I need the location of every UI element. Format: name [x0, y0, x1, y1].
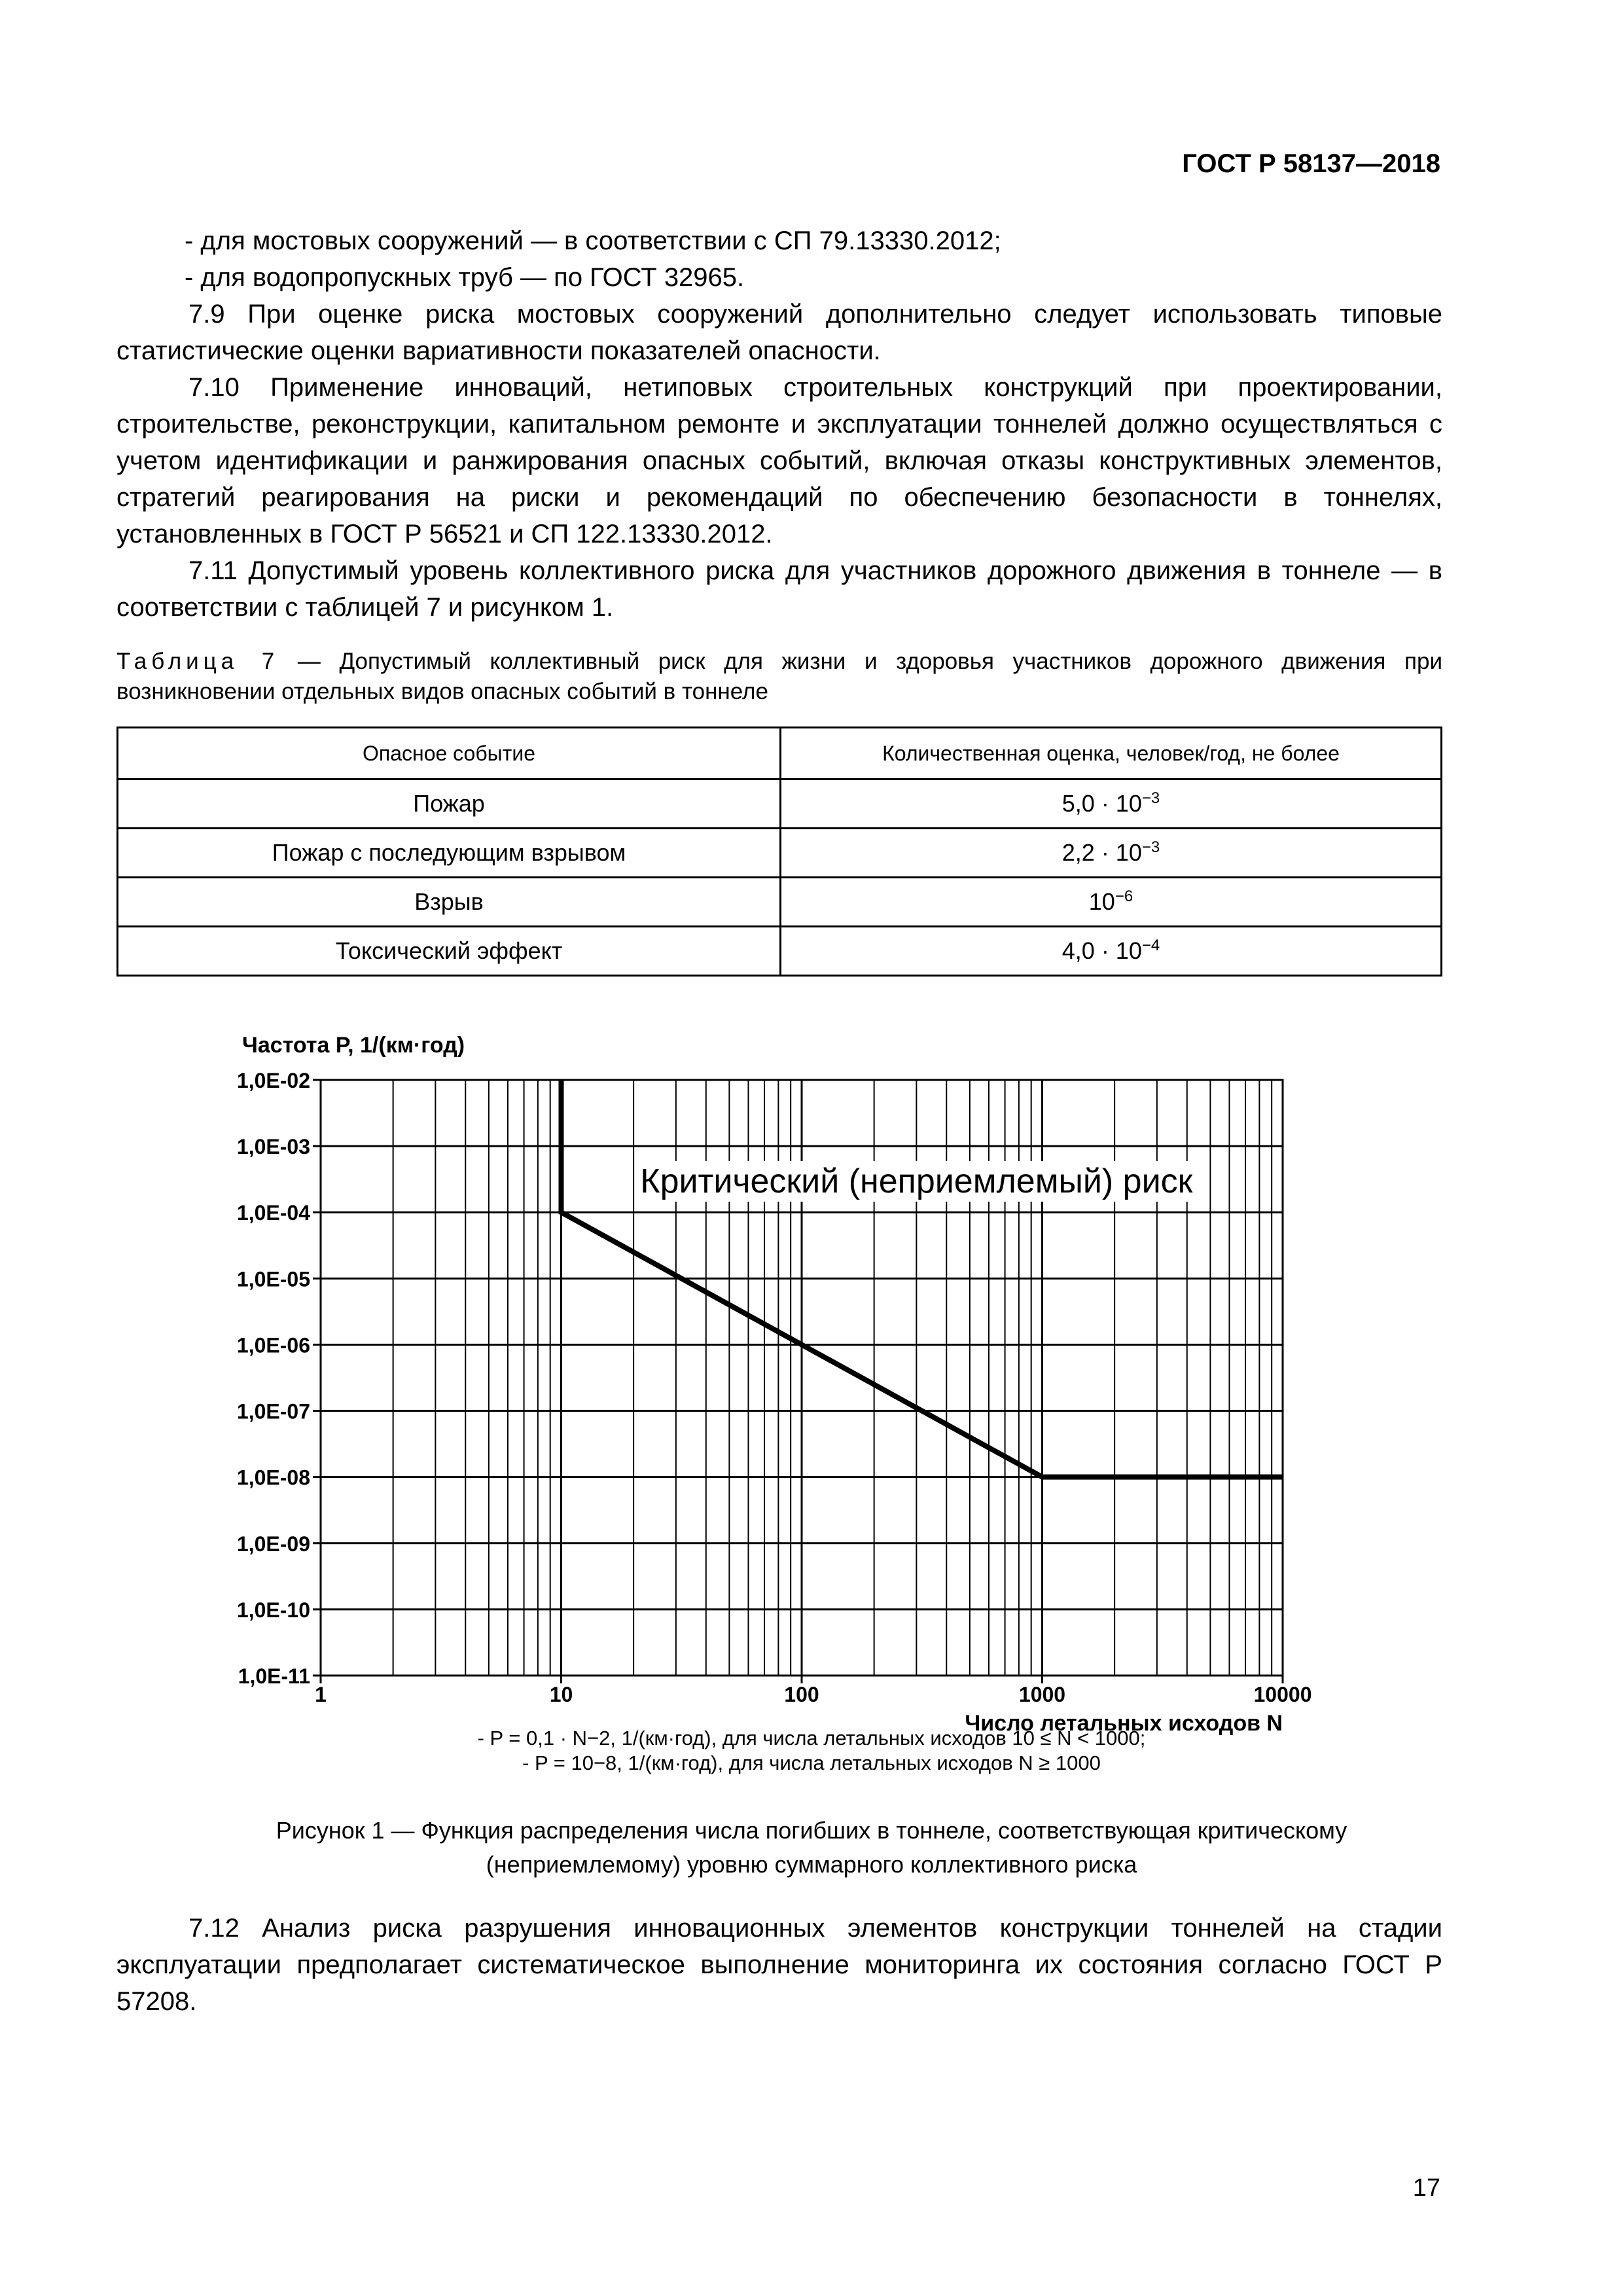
value-exponent: −6 — [1115, 888, 1133, 905]
x-tick-label: 1000 — [1018, 1683, 1066, 1706]
critical-risk-annotation: Критический (неприемлемый) риск — [640, 1162, 1193, 1200]
figure-caption-line-2: (неприемлемому) уровню суммарного коллективного риска — [486, 1851, 1137, 1878]
dash-item-culverts: - для водопропускных труб — по ГОСТ 32965. — [185, 263, 745, 292]
header-quantitative-estimate: Количественная оценка, человек/год, не более — [781, 728, 1442, 780]
x-tick-label: 10 — [549, 1683, 573, 1706]
y-tick-label: 1,0E-08 — [236, 1465, 310, 1490]
value-mantissa: 2,2 · 10 — [1061, 839, 1142, 866]
table-row — [118, 829, 1442, 878]
dash-item-bridges: - для мостовых сооружений — в соответствии с СП 79.13330.2012; — [185, 226, 1001, 255]
y-tick-label: 1,0E-09 — [236, 1532, 310, 1556]
page-number: 17 — [1412, 2174, 1440, 2202]
value-exponent: −3 — [1141, 789, 1160, 807]
table-header-row — [118, 728, 1442, 780]
table-row — [118, 878, 1442, 927]
row-event: Взрыв — [118, 878, 781, 927]
y-tick-label: 1,0E-07 — [236, 1399, 310, 1424]
row-value — [781, 878, 1442, 927]
paragraph-7-10: 7.10 Применение инноваций, нетиповых строительных конструкций при проектировании, строительстве, реконструкции, капитальном ремонте и эксплуатации тоннелей должно осуществляться с учетом идентификации и ранжирования опасных событий, включая отказы конструктивных элементов, стратегий реагирования на риски и рекомендаций по обеспечению безопасности в тоннелях, установленных в ГОСТ Р 56521 и СП 122.13330.2012. — [116, 373, 1442, 548]
y-axis-title: Частота P, 1/(км·год) — [242, 1033, 465, 1058]
x-tick-label: 1 — [315, 1683, 327, 1706]
y-tick-label: 1,0E-03 — [236, 1135, 310, 1159]
risk-chart — [223, 1021, 1335, 1736]
chart-legend — [0, 1726, 1623, 1776]
body-text-bottom — [116, 1910, 1442, 2020]
risk-table — [116, 726, 1442, 977]
y-tick-label: 1,0E-05 — [236, 1267, 310, 1291]
table-row — [118, 780, 1442, 829]
row-event: Пожар — [118, 780, 781, 829]
x-axis-title: Число летальных исходов N — [965, 1711, 1283, 1736]
body-text-top — [116, 223, 1442, 626]
figure-caption-line-1: Рисунок 1 — Функция распределения числа погибших в тоннеле, соответствующая критическому — [276, 1817, 1347, 1844]
y-tick-label: 1,0E-10 — [236, 1598, 310, 1622]
paragraph-7-12: 7.12 Анализ риска разрушения инновационных элементов конструкции тоннелей на стадии эксплуатации предполагает систематическое выполнение мониторинга их состояния согласно ГОСТ Р 57208. — [116, 1914, 1442, 2016]
table-row — [118, 927, 1442, 976]
standard-designation: ГОСТ Р 58137—2018 — [1182, 149, 1440, 178]
header-hazard-event: Опасное событие — [118, 728, 781, 780]
value-mantissa: 5,0 · 10 — [1061, 790, 1142, 817]
x-tick-label: 100 — [784, 1683, 819, 1706]
table-caption-label: Таблица 7 — [116, 649, 279, 674]
legend-formula-1: - P = 0,1 · N−2, 1/(км·год), для числа летальных исходов 10 ≤ N < 1000; — [477, 1727, 1146, 1749]
table-caption-text: — Допустимый коллективный риск для жизни и здоровья участников дорожного движения при возникновении отдельных видов опасных событий в тоннеле — [116, 649, 1443, 704]
paragraph-7-9: 7.9 При оценке риска мостовых сооружений дополнительно следует использовать типовые статистические оценки вариативности показателей опасности. — [116, 300, 1442, 365]
figure-caption — [0, 1814, 1623, 1882]
x-tick-label: 10000 — [1253, 1683, 1312, 1706]
value-mantissa: 4,0 · 10 — [1061, 937, 1142, 964]
row-value — [781, 927, 1442, 976]
y-tick-label: 1,0E-02 — [236, 1069, 310, 1092]
y-tick-label: 1,0E-06 — [236, 1333, 310, 1357]
row-value — [781, 829, 1442, 878]
value-mantissa: 10 — [1088, 888, 1115, 915]
value-exponent: −3 — [1141, 838, 1160, 856]
risk-chart-svg — [223, 1021, 1335, 1736]
y-tick-label: 1,0E-11 — [238, 1664, 310, 1688]
row-value — [781, 780, 1442, 829]
legend-formula-2: - P = 10−8, 1/(км·год), для числа летальных исходов N ≥ 1000 — [522, 1751, 1101, 1774]
row-event: Токсический эффект — [118, 927, 781, 976]
chart-labels — [237, 1033, 1312, 1736]
y-tick-label: 1,0E-04 — [236, 1201, 310, 1225]
row-event: Пожар с последующим взрывом — [118, 829, 781, 878]
paragraph-7-11: 7.11 Допустимый уровень коллективного риска для участников дорожного движения в тоннеле — в соответствии с таблицей 7 и рисунком 1. — [116, 556, 1442, 622]
value-exponent: −4 — [1141, 937, 1160, 954]
table-caption — [116, 647, 1442, 707]
